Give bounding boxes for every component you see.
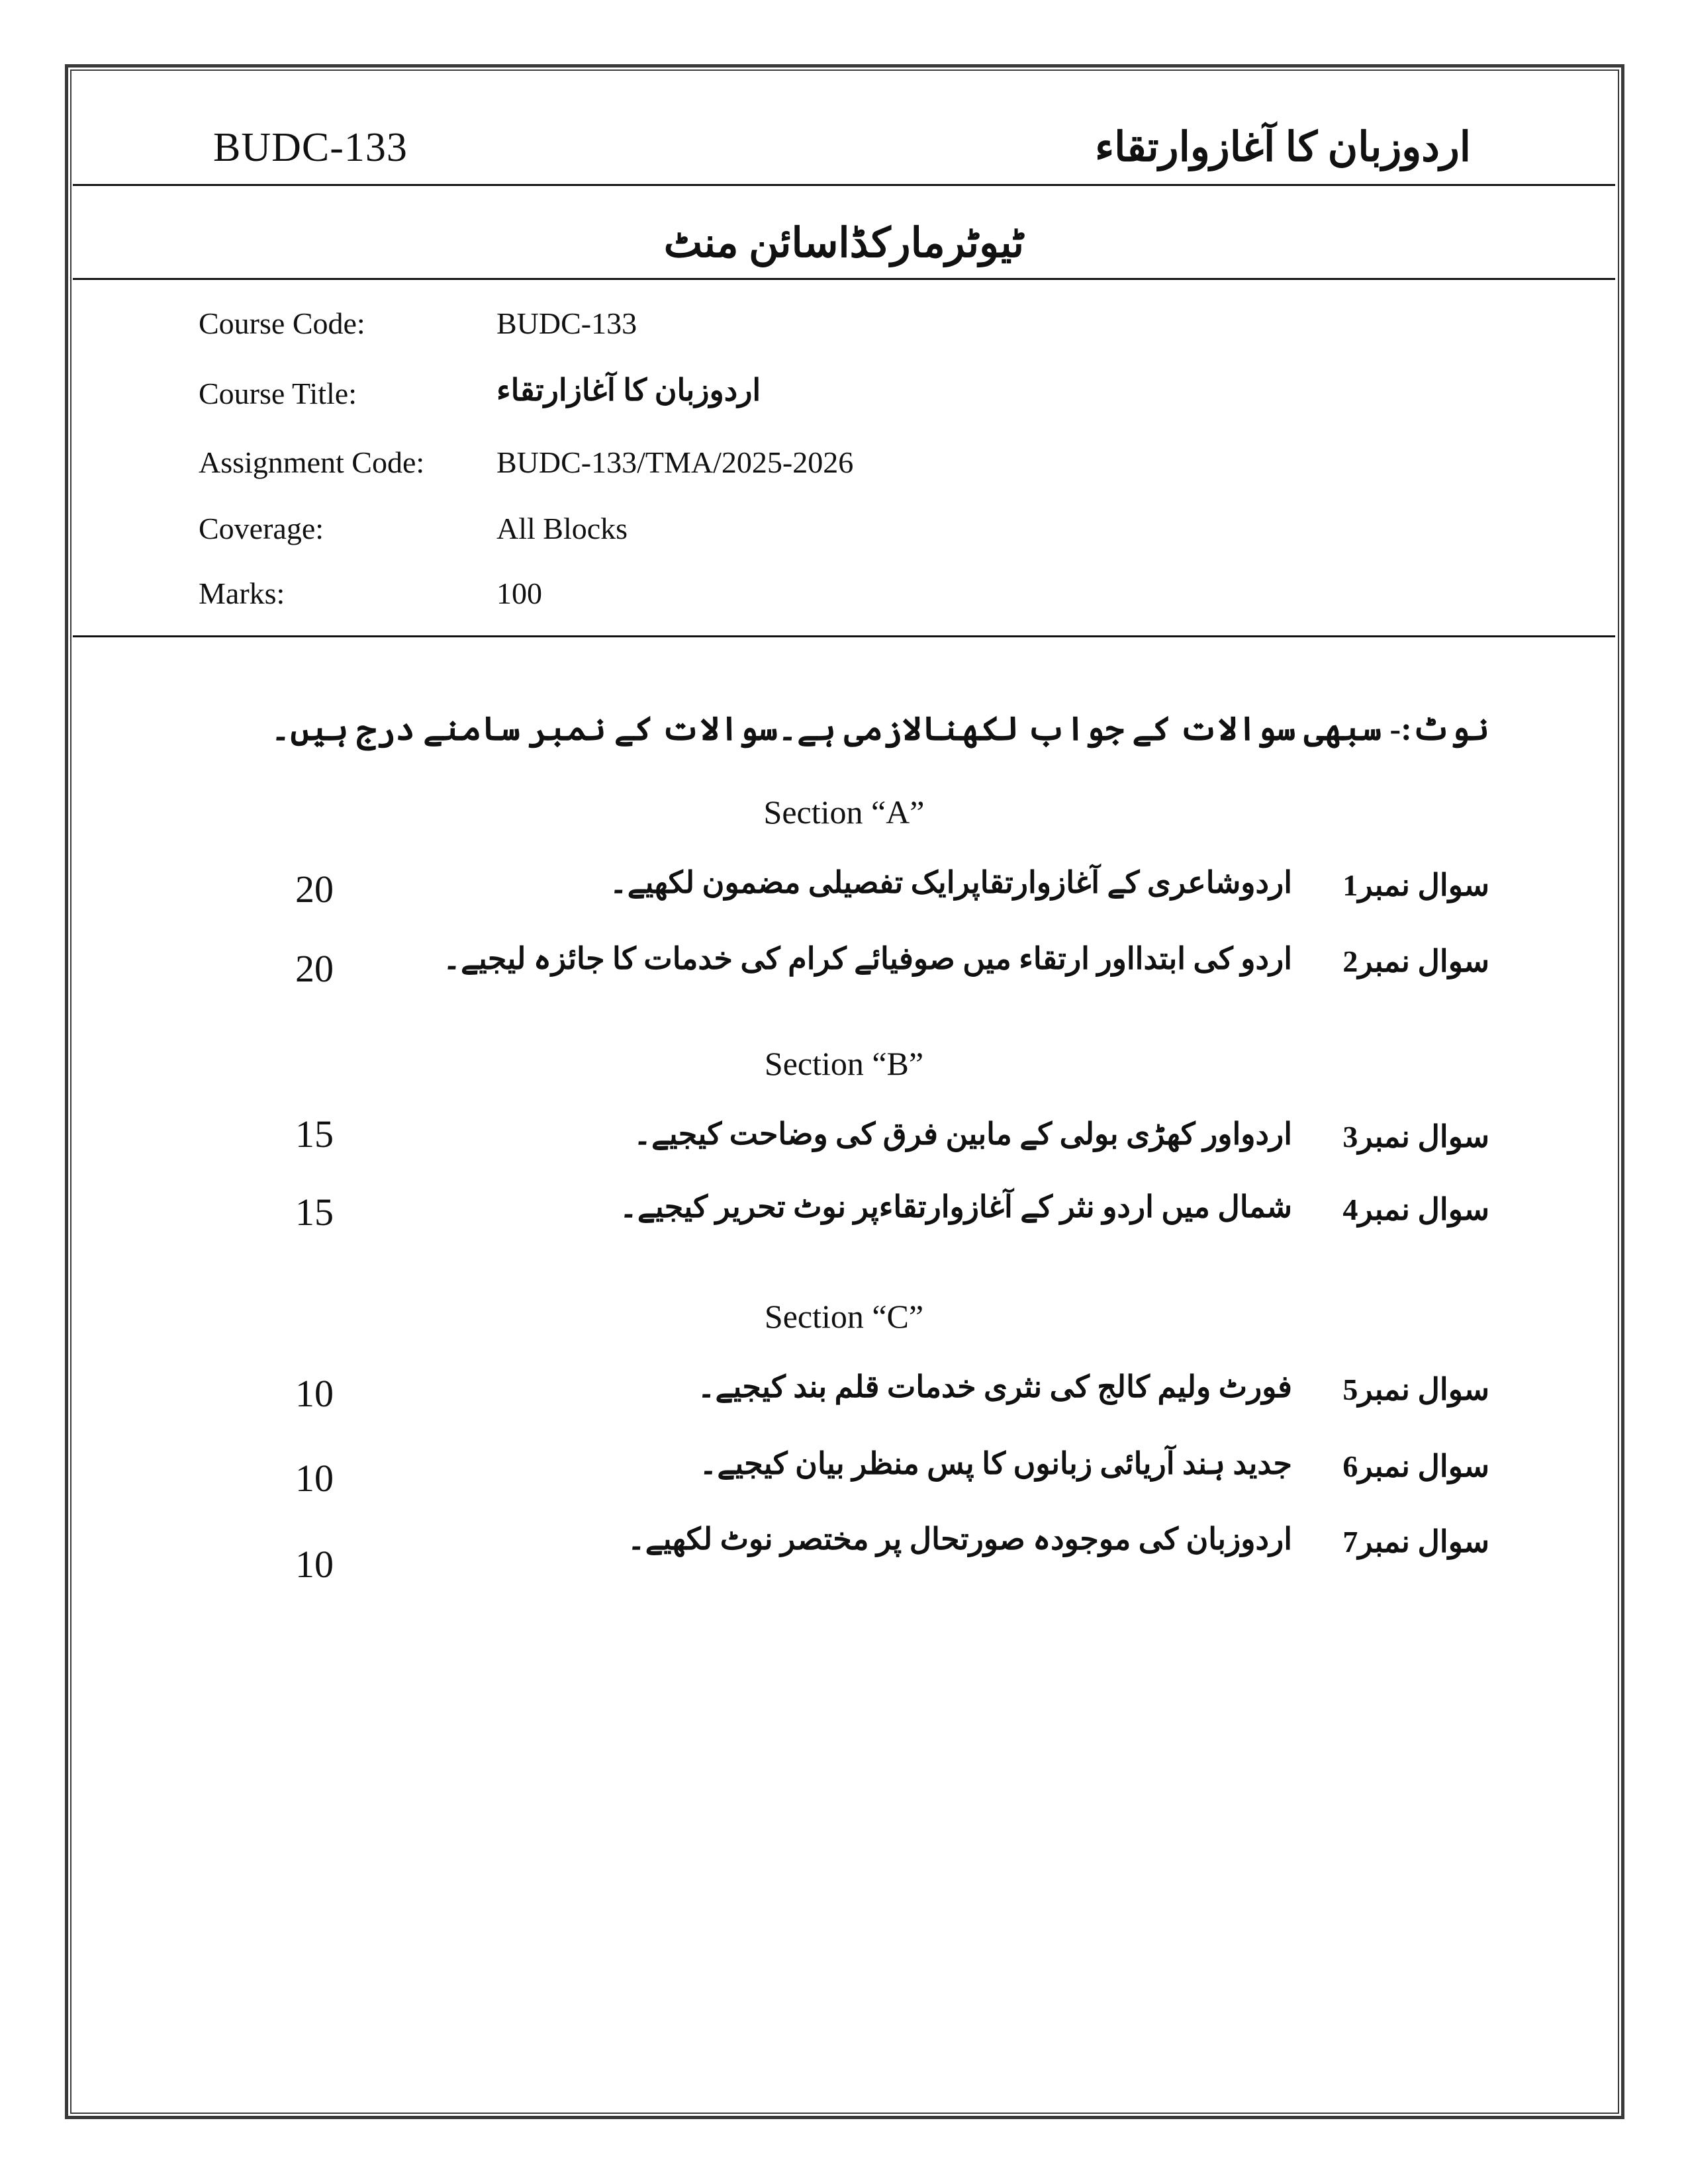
question-7-label: سوال نمبر7 [1342, 1525, 1489, 1559]
question-4-marks: 15 [295, 1191, 334, 1234]
subheading-divider [73, 278, 1615, 280]
question-1-text: اردوشاعری کے آغازوارتقاپرایک تفصیلی مضمون لکھیے۔ [609, 866, 1292, 899]
coverage-label: Coverage: [199, 512, 324, 545]
header-course-title: اردوزبان کا آغازوارتقاء [1095, 125, 1471, 170]
question-6-label: سوال نمبر6 [1342, 1449, 1489, 1483]
question-2-text: اردو کی ابتدااور ارتقاء میں صوفیائے کرام کی خدمات کا جائزہ لیجیے۔ [443, 942, 1292, 976]
coverage-value: All Blocks [496, 512, 628, 545]
question-4-label: سوال نمبر4 [1342, 1193, 1489, 1226]
marks-label: Marks: [199, 576, 285, 610]
header-divider [73, 184, 1615, 186]
question-7-text: اردوزبان کی موجودہ صورتحال پر مختصر نوٹ لکھیے۔ [627, 1522, 1292, 1556]
question-6-marks: 10 [295, 1457, 334, 1500]
question-1-marks: 20 [295, 868, 334, 911]
instructions-note: نوٹ:- سبھی سوالات کے جواب لکھنالازمی ہے۔سوالات کے نمبر سامنے درج ہیں۔ [271, 710, 1489, 747]
course-code-value: BUDC-133 [496, 306, 637, 340]
section-a-heading: Section “A” [763, 794, 925, 831]
tma-heading: ٹیوٹرمارکڈاسائن منٹ [663, 221, 1025, 266]
question-4-text: شمال میں اردو نثر کے آغازوارتقاءپر نوٹ تحریر کیجیے۔ [619, 1190, 1292, 1224]
question-6-text: جدید ہند آریائی زبانوں کا پس منظر بیان کیجیے۔ [699, 1447, 1292, 1480]
course-title-value: اردوزبان کا آغازارتقاء [496, 373, 761, 407]
question-5-label: سوال نمبر5 [1342, 1373, 1489, 1406]
question-1-label: سوال نمبر1 [1342, 868, 1489, 902]
question-3-text: اردواور کھڑی بولی کے مابین فرق کی وضاحت کیجیے۔ [633, 1117, 1292, 1151]
question-2-marks: 20 [295, 947, 334, 990]
course-code-label: Course Code: [199, 306, 365, 340]
info-divider [73, 635, 1615, 637]
question-3-marks: 15 [295, 1113, 334, 1156]
section-b-heading: Section “B” [764, 1045, 924, 1082]
marks-value: 100 [496, 576, 542, 610]
assignment-code-value: BUDC-133/TMA/2025-2026 [496, 445, 854, 479]
question-5-text: فورٹ ولیم کالج کی نثری خدمات قلم بند کیجیے۔ [697, 1370, 1292, 1404]
question-3-label: سوال نمبر3 [1342, 1120, 1489, 1154]
question-2-label: سوال نمبر2 [1342, 944, 1489, 978]
course-title-label: Course Title: [199, 377, 357, 410]
assignment-code-label: Assignment Code: [199, 445, 425, 479]
question-5-marks: 10 [295, 1372, 334, 1415]
section-c-heading: Section “C” [764, 1298, 924, 1335]
question-7-marks: 10 [295, 1543, 334, 1586]
header-course-code: BUDC-133 [213, 125, 408, 170]
